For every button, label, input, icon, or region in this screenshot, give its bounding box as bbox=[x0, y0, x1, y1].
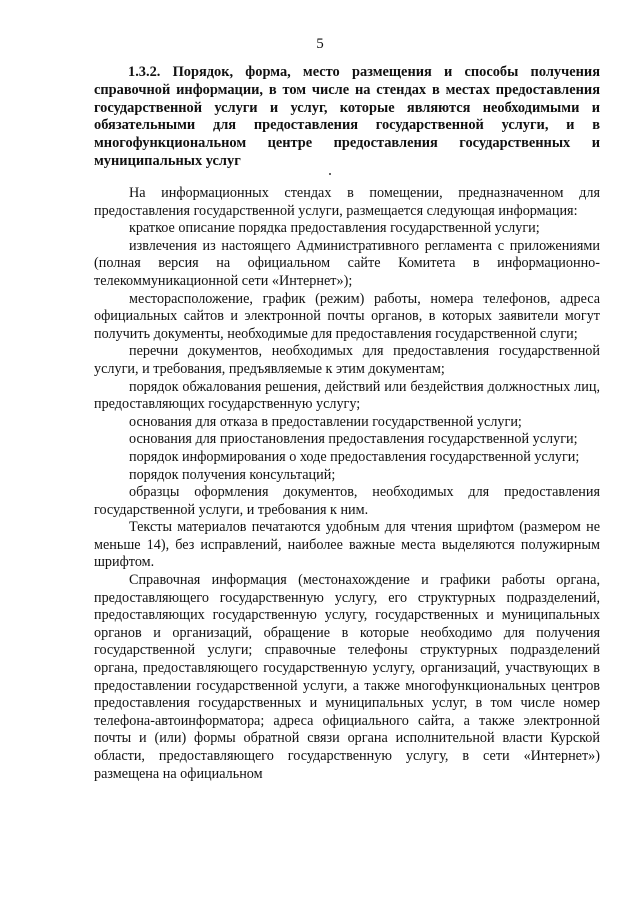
paragraph-progress-info: порядок информирования о ходе предоставления государственной услуги; bbox=[129, 448, 580, 465]
paragraph-suspension-grounds: основания для приостановления предоставления государственной услуги; bbox=[129, 431, 578, 448]
page-number: 5 bbox=[316, 36, 324, 52]
decorative-dot bbox=[329, 173, 331, 175]
paragraph-document-samples: образцы оформления документов, необходимых для предоставления государственной услуги, и требования к ним. bbox=[94, 484, 600, 518]
paragraph-consultations: порядок получения консультаций; bbox=[129, 466, 336, 483]
paragraph-stands-intro: На информационных стендах в помещении, предназначенном для предоставления государственной услуги, размещается следующая информация: bbox=[94, 185, 600, 219]
paragraph-appeal-procedure: порядок обжалования решения, действий или бездействия должностных лиц, предоставляющих государственную услугу; bbox=[94, 378, 600, 413]
paragraph-document-lists: перечни документов, необходимых для предоставления государственной услуги, и требования, предъявляемые к этим документам; bbox=[94, 343, 600, 377]
section-heading: 1.3.2. Порядок, форма, место размещения и способы получения справочной информации, в том числе на стендах в местах предоставления государственной услуги и услуг, которые являются необходимыми и обязательными для предоставления государственной услуги, и в многофункциональном центре предоставления государственных и муниципальных услуг bbox=[94, 64, 600, 169]
paragraph-locations-schedule: месторасположение, график (режим) работы, номера телефонов, адреса официальных сайтов и электронной почты органов, в которых заявители могут получить документы, необходимые для предоставления государственной слуги; bbox=[94, 290, 600, 342]
paragraph-refusal-grounds: основания для отказа в предоставлении государственной услуги; bbox=[129, 413, 522, 430]
paragraph-regulation-extracts: извлечения из настоящего Административного регламента с приложениями (полная версия на официальном сайте Комитета в информационно-телекоммуникационной сети «Интернет»); bbox=[94, 237, 600, 289]
paragraph-reference-info: Справочная информация (местонахождение и графики работы органа, предоставляющего государственную услугу, его структурных подразделений, предоставляющих государственную услугу, государственных и муниципальных органов и организаций, обращение в которые необходимо для получения государственной услуги; справочные телефоны структурных подразделений органа, предоставляющего государственную услугу, организаций, участвующих в предоставлении государственной услуги, а также многофункциональных центров предоставления государственных и муниципальных услуг, в том числе номер телефона-автоинформатора; адреса официального сайта, а также электронной почты и (или) формы обратной связи органа исполнительной власти Курской области, предоставляющего государственную услугу, в сети «Интернет») размещена на официальном bbox=[94, 572, 600, 782]
body-text bbox=[94, 185, 600, 783]
paragraph-procedure-summary: краткое описание порядка предоставления государственной услуги; bbox=[129, 220, 540, 237]
paragraph-font-requirements: Тексты материалов печатаются удобным для чтения шрифтом (размером не меньше 14), без исправлений, наиболее важные места выделяются полужирным шрифтом. bbox=[94, 519, 600, 571]
